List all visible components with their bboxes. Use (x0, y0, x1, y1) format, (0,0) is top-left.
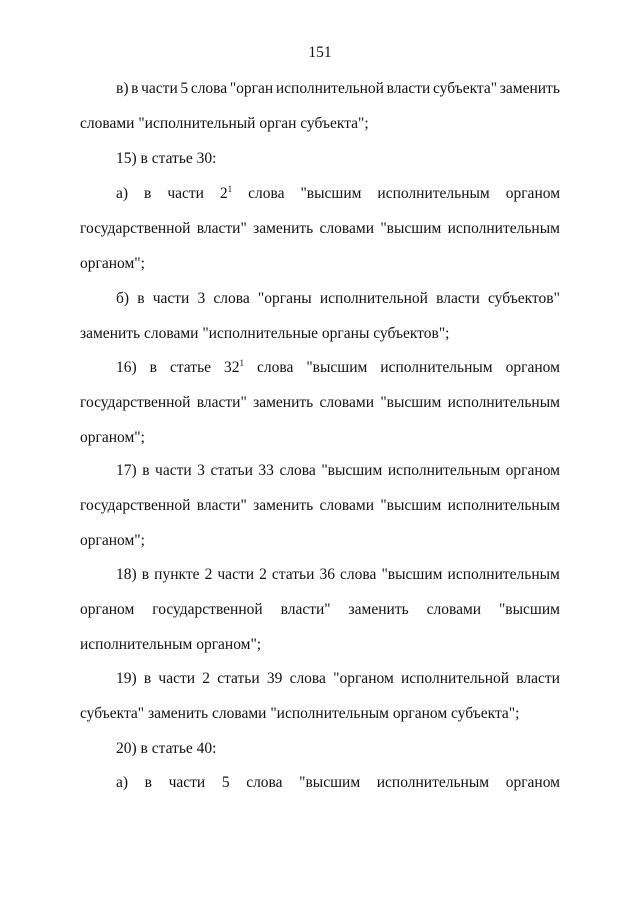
text-line: 15) в статье 30: (116, 150, 217, 167)
word: в) (116, 80, 129, 97)
word: словами (319, 394, 375, 411)
text-line (116, 290, 560, 308)
word: статьи (271, 566, 315, 583)
word: слова (256, 359, 294, 376)
word: субъектов" (487, 290, 560, 307)
word: органом (505, 359, 560, 376)
word: "орган (229, 80, 274, 97)
word: 2 (259, 566, 267, 583)
word: 5 (180, 80, 189, 97)
word: а) (116, 774, 129, 791)
word: заменить (253, 497, 314, 514)
word: "органы (257, 290, 312, 307)
text-line: органом"; (80, 255, 145, 272)
word: "высшим (306, 359, 368, 376)
word: "органом (333, 670, 394, 687)
word: "высшим (498, 601, 560, 618)
superscript: 1 (227, 184, 233, 194)
word: исполнительным (447, 394, 560, 411)
text-line (80, 601, 560, 619)
text-line: 20) в статье 40: (116, 740, 217, 757)
word: "высшим (381, 566, 443, 583)
word: "высшим (300, 185, 362, 202)
word: 2 (202, 670, 210, 687)
word: статьи (217, 670, 260, 687)
word: 2 (219, 185, 228, 202)
word: слова (190, 80, 228, 97)
word: государственной (80, 394, 191, 411)
text-line (80, 220, 560, 238)
word: "высшим (321, 462, 383, 479)
word: словами (319, 497, 375, 514)
word: органом (505, 774, 560, 791)
word: статье (169, 359, 212, 376)
word: 18) (116, 566, 137, 583)
word: 3 (197, 462, 205, 479)
word: 17) (116, 462, 137, 479)
word: заменить (348, 601, 409, 618)
word: 3 (197, 290, 206, 307)
text-line (80, 394, 560, 412)
text-line: исполнительным органом"; (80, 636, 262, 653)
word: "высшим (380, 394, 442, 411)
superscript: 1 (239, 358, 244, 368)
text-line: словами "исполнительный орган субъекта"; (80, 115, 369, 132)
word: 2 (204, 566, 213, 583)
word: "высшим (299, 774, 361, 791)
word: словами (319, 220, 375, 237)
word: статьи (210, 462, 253, 479)
word: части (167, 185, 204, 202)
word: 39 (266, 670, 283, 687)
word: в (143, 670, 152, 687)
word: в (131, 80, 139, 97)
word: исполнительным (447, 220, 560, 237)
text-line (116, 80, 560, 98)
word: в (149, 359, 157, 376)
word: власти" (196, 220, 247, 237)
text-line (116, 462, 560, 480)
word: пункте (154, 566, 200, 583)
word: слова (279, 462, 316, 479)
word: 36 (319, 566, 335, 583)
word: государственной (152, 601, 263, 618)
text-line (116, 185, 560, 203)
word: исполнительной (319, 290, 428, 307)
word: исполнительным (387, 462, 501, 479)
word: исполнительным (447, 497, 560, 514)
text-line (116, 774, 560, 792)
word: заменить (253, 394, 314, 411)
word: субъекта" (432, 80, 498, 97)
word: власти" (280, 601, 331, 618)
word: части (152, 290, 190, 307)
word: в (144, 185, 152, 202)
word: власти (386, 80, 431, 97)
word: "высшим (380, 220, 442, 237)
word: государственной (80, 220, 191, 237)
text-line (80, 497, 560, 515)
word: в (137, 290, 145, 307)
word: 5 (221, 774, 230, 791)
text-line: органом"; (80, 532, 145, 549)
word: заменить (499, 80, 560, 97)
word-with-superscript (220, 185, 232, 203)
word: исполнительным (380, 359, 493, 376)
word: в (144, 774, 152, 791)
word: государственной (80, 497, 191, 514)
word: исполнительной (400, 670, 510, 687)
word: слова (248, 185, 285, 202)
word: б) (116, 290, 130, 307)
word: власти" (196, 497, 247, 514)
word: слова (246, 774, 283, 791)
word: 33 (258, 462, 274, 479)
word: органом (80, 601, 135, 618)
word: 19) (116, 670, 137, 687)
word: словами (426, 601, 482, 618)
word: части (158, 670, 196, 687)
word: органом (505, 462, 560, 479)
text-line: органом"; (80, 429, 145, 446)
word: в (141, 566, 150, 583)
page-number: 151 (308, 44, 332, 61)
word: исполнительным (447, 566, 560, 583)
word: исполнительным (377, 185, 490, 202)
word: "высшим (380, 497, 442, 514)
text-line: заменить словами "исполнительные органы субъектов"; (80, 325, 450, 342)
text-line (116, 566, 560, 584)
word: власти" (196, 394, 247, 411)
word: части (168, 774, 206, 791)
word: исполнительной (275, 80, 384, 97)
word: а) (116, 185, 129, 202)
word: заменить (253, 220, 314, 237)
word: части (155, 462, 192, 479)
word: 16) (116, 359, 137, 376)
text-line: субъекта" заменить словами "исполнительным органом субъекта"; (80, 705, 520, 722)
word: исполнительным (376, 774, 490, 791)
text-line (116, 670, 560, 688)
word: слова (289, 670, 326, 687)
word-with-superscript (224, 359, 244, 377)
text-line (116, 359, 560, 377)
word: в (142, 462, 150, 479)
word: 32 (224, 359, 240, 376)
word: слова (213, 290, 250, 307)
word: части (141, 80, 178, 97)
word: слова (340, 566, 377, 583)
word: власти (436, 290, 480, 307)
word: части (217, 566, 255, 583)
word: органом (505, 185, 560, 202)
word: власти (516, 670, 560, 687)
